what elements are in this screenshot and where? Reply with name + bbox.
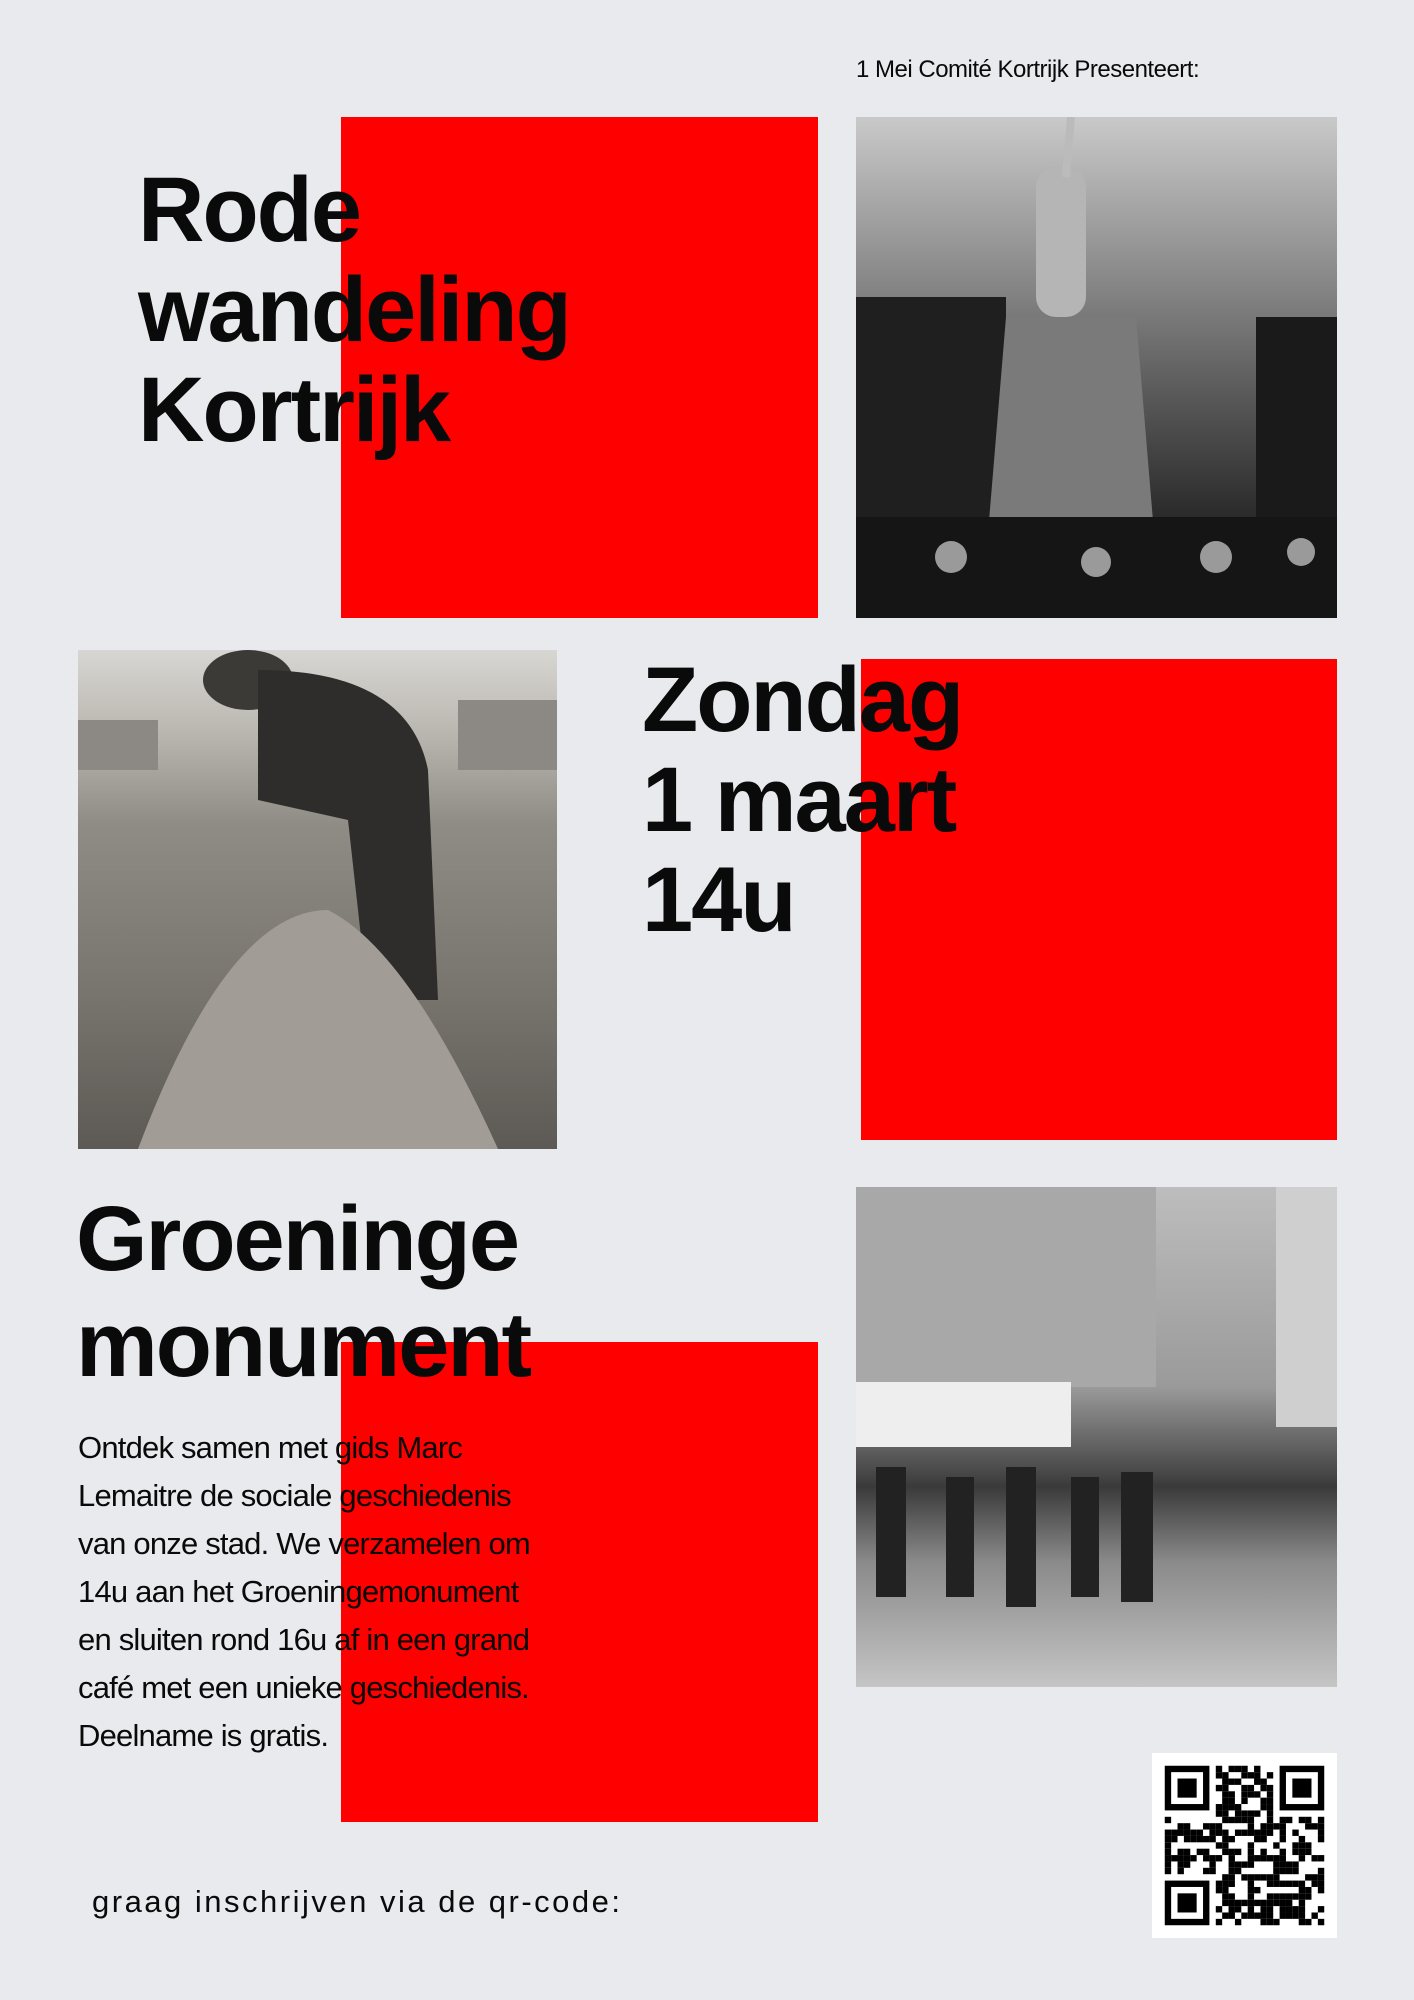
description-line: en sluiten rond 16u af in een grand <box>78 1622 530 1657</box>
signup-qr-code[interactable] <box>1152 1753 1337 1938</box>
description-line: van onze stad. We verzamelen om <box>78 1526 530 1561</box>
march-photo <box>856 1187 1337 1687</box>
description-line: 14u aan het Groeningemonument <box>78 1574 519 1609</box>
event-date <box>642 650 962 950</box>
event-location <box>76 1186 530 1398</box>
monument-illustration <box>856 117 1337 618</box>
event-description <box>78 1424 530 1760</box>
date-line: 1 maart <box>642 749 956 851</box>
qr-code-icon <box>1152 1753 1337 1938</box>
description-line: Ontdek samen met gids Marc <box>78 1430 463 1465</box>
signup-text: graag inschrijven via de qr-code: <box>92 1884 623 1919</box>
location-line: Groeninge <box>76 1188 519 1290</box>
title-line: Kortrijk <box>138 359 450 461</box>
description-line: Lemaitre de sociale geschiedenis <box>78 1478 511 1513</box>
title-line: Rode <box>138 159 360 261</box>
date-line: 14u <box>642 849 795 951</box>
description-line: Deelname is gratis. <box>78 1718 329 1753</box>
title-line: wandeling <box>138 259 570 361</box>
monument-photo <box>856 117 1337 618</box>
flax-worker-photo <box>78 650 557 1149</box>
presenter-line: 1 Mei Comité Kortrijk Presenteert: <box>856 56 1200 83</box>
date-line: Zondag <box>642 649 963 751</box>
location-line: monument <box>76 1294 531 1396</box>
march-illustration <box>856 1187 1337 1687</box>
worker-illustration <box>78 650 557 1149</box>
event-title <box>138 160 570 460</box>
description-line: café met een unieke geschiedenis. <box>78 1670 529 1705</box>
